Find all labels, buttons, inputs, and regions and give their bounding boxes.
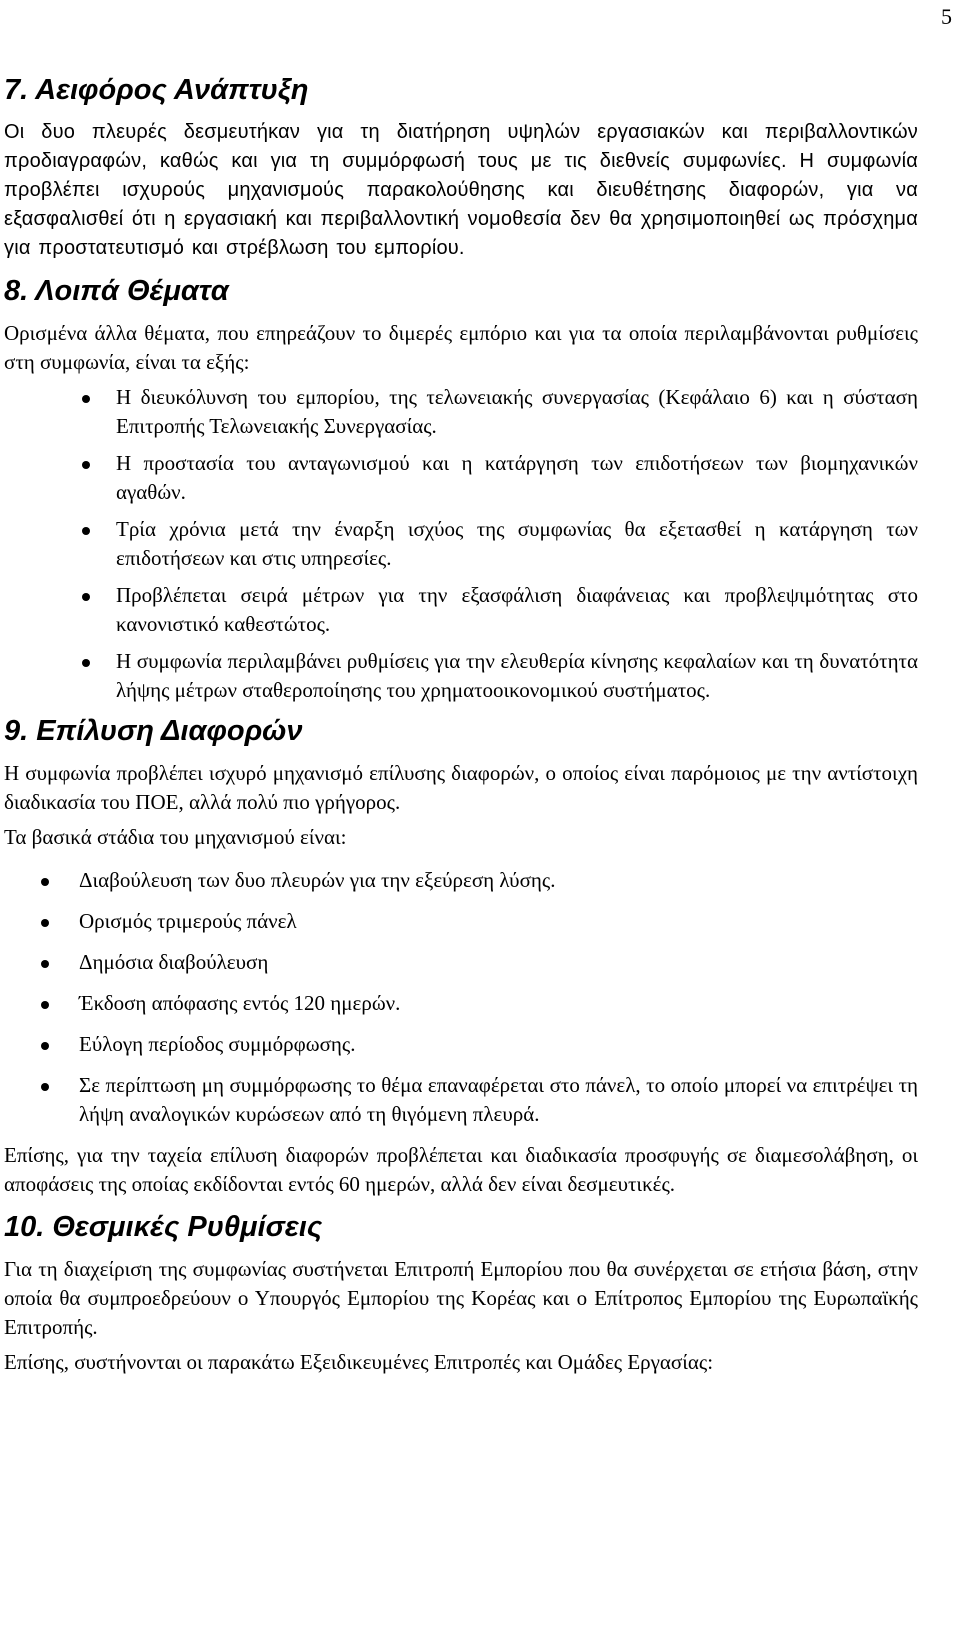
list-item [4,383,918,441]
section-paragraph: Η συμφωνία προβλέπει ισχυρό μηχανισμό επίλυσης διαφορών, ο οποίος είναι παρόμοιος με την αντίστοιχη διαδικασία του ΠΟΕ, αλλά πολύ πιο γρήγορος. [4,761,918,814]
section-paragraph: Για τη διαχείριση της συμφωνίας συστήνεται Επιτροπή Εμπορίου που θα συνέρχεται σε ετήσια βάση, στην οποία θα συμπροεδρεύουν ο Υπουργός Εμπορίου της Κορέας και ο Επίτροπος Εμπορίου της Ευρωπαϊκής Επιτροπής. [4,1257,918,1339]
page-number: 5 [941,4,952,29]
bullet-icon [82,527,90,535]
section-dispute-settlement [4,709,918,1199]
section-institutional-arrangements [4,1205,918,1377]
section-paragraph: Οι δυο πλευρές δεσμευτήκαν για τη διατήρηση υψηλών εργασιακών και περιβαλλοντικών προδιαγραφών, καθώς και για τη συμμόρφωσή τους με τις διεθνείς συμφωνίες. Η συμφωνία προβλέπει ισχυρούς μηχανισμούς παρακολούθησης και διευθέτησης διαφορών, για να εξασφαλισθεί ότι η εργασιακή και περιβαλλοντική νομοθεσία δεν θα χρησιμοποιηθεί ως πρόσχημα για προστατευτισμό και στρέβλωση του εμπορίου. [4,121,918,259]
bullet-list [4,383,918,705]
section-sustainable-development [4,68,918,263]
section-paragraph: Επίσης, για την ταχεία επίλυση διαφορών προβλέπεται και διαδικασία προσφυγής σε διαμεσολάβηση, οι αποφάσεις της οποίας εκδίδονται εντός 60 ημερών, αλλά δεν είναι δεσμευτικές. [4,1143,918,1196]
bullet-icon [82,395,90,403]
section-intro: Ορισμένα άλλα θέματα, που επηρεάζουν το διμερές εμπόριο και για τα οποία περιλαμβάνονται ρυθμίσεις στη συμφωνία, είναι τα εξής: [4,321,918,374]
bullet-icon [41,960,49,968]
list-item [4,989,918,1018]
bullet-icon [41,919,49,927]
section-heading: 7. Αειφόρος Ανάπτυξη [4,74,309,106]
list-item-text: Η προστασία του ανταγωνισμού και η κατάργηση των επιδοτήσεων των βιομηχανικών αγαθών. [116,451,918,504]
list-item-text: Τρία χρόνια μετά την έναρξη ισχύος της συμφωνίας θα εξετασθεί η κατάργηση των επιδοτήσεων και στις υπηρεσίες. [116,517,918,570]
list-item [4,1071,918,1129]
bullet-icon [82,461,90,469]
section-other-issues [4,269,918,705]
section-paragraph: Τα βασικά στάδια του μηχανισμού είναι: [4,825,347,849]
list-item [4,866,918,895]
list-item-text: Εύλογη περίοδος συμμόρφωσης. [79,1032,356,1056]
bullet-icon [41,1042,49,1050]
list-item-text: Ορισμός τριμερούς πάνελ [79,909,297,933]
list-item-text: Έκδοση απόφασης εντός 120 ημερών. [79,991,401,1015]
section-heading: 8. Λοιπά Θέματα [4,275,229,307]
list-item-text: Η διευκόλυνση του εμπορίου, της τελωνειακής συνεργασίας (Κεφάλαιο 6) και η σύσταση Επιτροπής Τελωνειακής Συνεργασίας. [116,385,918,438]
section-paragraph: Επίσης, συστήνονται οι παρακάτω Εξειδικευμένες Επιτροπές και Ομάδες Εργασίας: [4,1350,714,1374]
list-item-text: Δημόσια διαβούλευση [79,950,269,974]
list-item [4,1030,918,1059]
section-heading: 9. Επίλυση Διαφορών [4,715,303,747]
document-content [4,68,918,1383]
list-item [4,449,918,507]
list-item [4,948,918,977]
section-heading: 10. Θεσμικές Ρυθμίσεις [4,1211,323,1243]
list-item-text: Προβλέπεται σειρά μέτρων για την εξασφάλιση διαφάνειας και προβλεψιμότητας στο κανονιστικό καθεστώτος. [116,583,918,636]
bullet-icon [41,878,49,886]
bullet-icon [82,659,90,667]
list-item-text: Η συμφωνία περιλαμβάνει ρυθμίσεις για την ελευθερία κίνησης κεφαλαίων και τη δυνατότητα λήψης μέτρων σταθεροποίησης του χρηματοοικονομικού συστήματος. [116,649,918,702]
bullet-icon [41,1083,49,1091]
list-item [4,647,918,705]
list-item [4,907,918,936]
list-item [4,515,918,573]
list-item [4,581,918,639]
bullet-icon [82,593,90,601]
list-item-text: Σε περίπτωση μη συμμόρφωσης το θέμα επαναφέρεται στο πάνελ, το οποίο μπορεί να επιτρέψει τη λήψη αναλογικών κυρώσεων από τη θιγόμενη πλευρά. [79,1073,918,1126]
bullet-list [4,866,918,1129]
bullet-icon [41,1001,49,1009]
list-item-text: Διαβούλευση των δυο πλευρών για την εξεύρεση λύσης. [79,868,556,892]
